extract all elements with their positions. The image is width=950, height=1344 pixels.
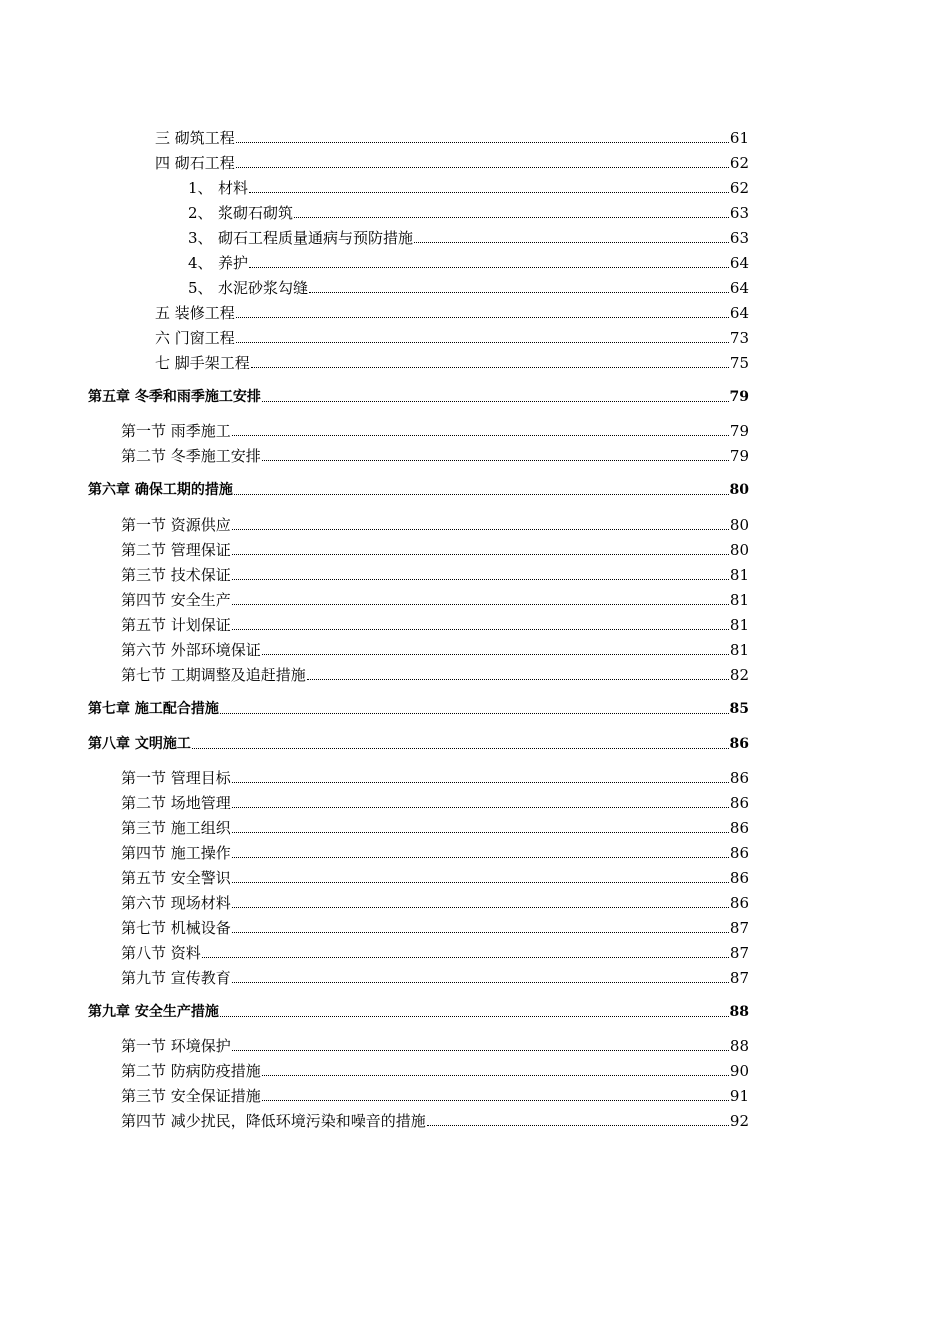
toc-entry-label — [121, 769, 231, 787]
toc-page-number: 61 — [729, 129, 749, 147]
toc-entry-label — [88, 700, 219, 718]
toc-entry-title: 七 脚手架工程 — [155, 354, 250, 372]
toc-page-number: 80 — [729, 482, 749, 498]
toc-entry[interactable] — [121, 840, 749, 862]
toc-entry-label — [121, 666, 306, 684]
toc-entry[interactable] — [188, 275, 749, 297]
dot-leader — [309, 291, 729, 293]
toc-entry-label — [155, 329, 235, 347]
toc-entry-title: 四 砌石工程 — [155, 154, 235, 172]
dot-leader — [294, 216, 729, 218]
toc-entry[interactable] — [121, 512, 749, 534]
toc-entry[interactable] — [155, 350, 749, 372]
toc-entry-label — [188, 179, 248, 197]
toc-entry-number: 4、 — [188, 254, 213, 272]
toc-entry[interactable] — [121, 765, 749, 787]
toc-entry-title: 第五节 安全警识 — [121, 869, 231, 887]
toc-entry-number: 3、 — [188, 229, 213, 247]
toc-entry-title: 第五节 计划保证 — [121, 616, 231, 634]
toc-page-number: 91 — [729, 1087, 749, 1105]
toc-page-number: 80 — [729, 516, 749, 534]
toc-entry-label — [121, 541, 231, 559]
toc-entry-title: 第二节 管理保证 — [121, 541, 231, 559]
dot-leader — [220, 712, 729, 714]
dot-leader — [236, 341, 729, 343]
dot-leader — [236, 316, 729, 318]
dot-leader — [307, 678, 729, 680]
toc-entry-title: 养护 — [218, 254, 249, 272]
toc-entry[interactable] — [155, 150, 749, 172]
toc-entry-title: 第八节 资料 — [121, 944, 201, 962]
toc-page-number: 81 — [729, 566, 749, 584]
toc-entry-title: 第四节 施工操作 — [121, 844, 231, 862]
toc-entry-label — [121, 1062, 261, 1080]
toc-page-number: 64 — [729, 279, 749, 297]
dot-leader — [232, 881, 729, 883]
toc-entry-label — [155, 154, 235, 172]
toc-entry[interactable] — [121, 1033, 749, 1055]
toc-entry-title: 第一节 资源供应 — [121, 516, 231, 534]
dot-leader — [427, 1124, 729, 1126]
toc-page-number: 86 — [729, 844, 749, 862]
dot-leader — [232, 906, 729, 908]
toc-entry-label — [88, 481, 233, 499]
toc-entry-title: 三 砌筑工程 — [155, 129, 235, 147]
toc-chapter-entry[interactable] — [88, 477, 749, 499]
toc-entry[interactable] — [121, 637, 749, 659]
toc-entry[interactable] — [188, 225, 749, 247]
toc-page-number: 88 — [729, 1004, 749, 1020]
toc-page-number: 87 — [729, 944, 749, 962]
dot-leader — [236, 141, 729, 143]
dot-leader — [414, 241, 729, 243]
toc-entry-title: 砌石工程质量通病与预防措施 — [218, 229, 414, 247]
toc-entry-title: 第四节 安全生产 — [121, 591, 231, 609]
toc-entry-title: 第六节 现场材料 — [121, 894, 231, 912]
dot-leader — [251, 366, 729, 368]
toc-entry-label — [121, 422, 231, 440]
toc-entry-label — [155, 354, 250, 372]
dot-leader — [220, 1015, 729, 1017]
toc-entry-title: 第一节 环境保护 — [121, 1037, 231, 1055]
dot-leader — [262, 653, 729, 655]
toc-entry-label — [121, 591, 231, 609]
toc-entry-title: 第九章 安全生产措施 — [88, 1004, 219, 1020]
toc-entry[interactable] — [121, 418, 749, 440]
toc-entry-label — [155, 304, 235, 322]
toc-entry-label — [188, 204, 293, 222]
toc-entry[interactable] — [121, 562, 749, 584]
toc-page-number: 73 — [729, 329, 749, 347]
toc-entry-label — [121, 819, 231, 837]
toc-page-number: 87 — [729, 969, 749, 987]
toc-entry[interactable] — [121, 965, 749, 987]
dot-leader — [262, 1099, 729, 1101]
toc-entry[interactable] — [121, 890, 749, 912]
dot-leader — [234, 493, 729, 495]
toc-entry-label — [121, 641, 261, 659]
toc-entry[interactable] — [121, 940, 749, 962]
dot-leader — [232, 781, 729, 783]
dot-leader — [232, 831, 729, 833]
toc-page-number: 82 — [729, 666, 749, 684]
toc-entry-title: 第四节 减少扰民，降低环境污染和噪音的措施 — [121, 1112, 426, 1130]
dot-leader — [236, 166, 729, 168]
toc-entry[interactable] — [188, 175, 749, 197]
toc-entry[interactable] — [155, 325, 749, 347]
toc-page-number: 85 — [729, 701, 749, 717]
toc-entry-title: 第二节 冬季施工安排 — [121, 447, 261, 465]
toc-entry-label — [188, 229, 413, 247]
toc-page-number: 79 — [729, 389, 749, 405]
toc-entry-title: 浆砌石砌筑 — [218, 204, 294, 222]
toc-entry-number: 1、 — [188, 179, 213, 197]
toc-entry-label — [121, 1112, 426, 1130]
toc-entry-label — [121, 869, 231, 887]
toc-entry-label — [121, 516, 231, 534]
toc-entry-label — [121, 794, 231, 812]
toc-entry[interactable] — [155, 300, 749, 322]
toc-page-number: 88 — [729, 1037, 749, 1055]
toc-entry-label — [121, 944, 201, 962]
toc-entry-label — [121, 447, 261, 465]
toc-entry-label — [88, 735, 191, 753]
toc-entry[interactable] — [121, 790, 749, 812]
toc-entry[interactable] — [121, 915, 749, 937]
dot-leader — [262, 459, 729, 461]
dot-leader — [232, 806, 729, 808]
dot-leader — [232, 931, 729, 933]
dot-leader — [249, 191, 729, 193]
toc-entry[interactable] — [121, 443, 749, 465]
toc-entry-label — [121, 1087, 261, 1105]
toc-entry-label — [121, 844, 231, 862]
toc-entry[interactable] — [188, 250, 749, 272]
dot-leader — [192, 747, 729, 749]
toc-page-number: 92 — [729, 1112, 749, 1130]
toc-page-number: 62 — [729, 154, 749, 172]
toc-page-number: 87 — [729, 919, 749, 937]
toc-entry-label — [121, 969, 231, 987]
dot-leader — [232, 434, 729, 436]
toc-page-number: 86 — [729, 736, 749, 752]
toc-entry[interactable] — [121, 537, 749, 559]
toc-page-number: 86 — [729, 769, 749, 787]
toc-entry-title: 第九节 宣传教育 — [121, 969, 231, 987]
toc-chapter-entry[interactable] — [88, 696, 749, 718]
toc-page-number: 81 — [729, 591, 749, 609]
toc-page-number: 86 — [729, 894, 749, 912]
toc-chapter-entry[interactable] — [88, 999, 749, 1021]
dot-leader — [262, 400, 729, 402]
toc-page-number: 75 — [729, 354, 749, 372]
toc-entry-title: 第二节 场地管理 — [121, 794, 231, 812]
toc-entry-label — [121, 1037, 231, 1055]
dot-leader — [202, 956, 729, 958]
dot-leader — [232, 856, 729, 858]
toc-entry[interactable] — [121, 865, 749, 887]
toc-entry-title: 第七节 机械设备 — [121, 919, 231, 937]
toc-page-number: 79 — [729, 447, 749, 465]
toc-entry-label — [188, 279, 308, 297]
toc-entry-label — [121, 616, 231, 634]
toc-page-number: 64 — [729, 254, 749, 272]
toc-chapter-entry[interactable] — [88, 731, 749, 753]
toc-entry[interactable] — [121, 587, 749, 609]
toc-entry-title: 六 门窗工程 — [155, 329, 235, 347]
toc-entry[interactable] — [121, 612, 749, 634]
toc-entry[interactable] — [121, 1058, 749, 1080]
dot-leader — [232, 553, 729, 555]
toc-entry[interactable] — [121, 1108, 749, 1130]
toc-entry[interactable] — [121, 1083, 749, 1105]
toc-entry-label — [88, 1003, 219, 1021]
toc-page-number: 81 — [729, 616, 749, 634]
toc-page-number: 86 — [729, 819, 749, 837]
toc-entry-label — [155, 129, 235, 147]
toc-entry-number: 2、 — [188, 204, 213, 222]
toc-page-number: 86 — [729, 794, 749, 812]
toc-entry-title: 第一节 管理目标 — [121, 769, 231, 787]
toc-entry-title: 第三节 安全保证措施 — [121, 1087, 261, 1105]
toc-entry-title: 第六节 外部环境保证 — [121, 641, 261, 659]
toc-entry-number: 5、 — [188, 279, 213, 297]
dot-leader — [232, 1049, 729, 1051]
toc-entry-title: 第二节 防病防疫措施 — [121, 1062, 261, 1080]
toc-page-number: 81 — [729, 641, 749, 659]
dot-leader — [232, 628, 729, 630]
toc-entry[interactable] — [155, 125, 749, 147]
toc-entry-label — [188, 254, 248, 272]
toc-entry-title: 第三节 技术保证 — [121, 566, 231, 584]
toc-entry-label — [121, 894, 231, 912]
toc-entry-title: 第七章 施工配合措施 — [88, 701, 219, 717]
toc-entry-label — [121, 919, 231, 937]
dot-leader — [262, 1074, 729, 1076]
toc-page-number: 63 — [729, 204, 749, 222]
dot-leader — [232, 528, 729, 530]
dot-leader — [249, 266, 729, 268]
toc-entry-label — [88, 388, 261, 406]
toc-entry[interactable] — [121, 662, 749, 684]
toc-page-number: 90 — [729, 1062, 749, 1080]
toc-entry-title: 第八章 文明施工 — [88, 736, 191, 752]
toc-entry-title: 第一节 雨季施工 — [121, 422, 231, 440]
toc-page-number: 80 — [729, 541, 749, 559]
toc-entry-title: 材料 — [218, 179, 249, 197]
toc-page-number: 63 — [729, 229, 749, 247]
toc-entry-title: 第五章 冬季和雨季施工安排 — [88, 389, 261, 405]
toc-chapter-entry[interactable] — [88, 384, 749, 406]
toc-page-number: 86 — [729, 869, 749, 887]
dot-leader — [232, 603, 729, 605]
toc-entry-title: 第三节 施工组织 — [121, 819, 231, 837]
toc-page-number: 79 — [729, 422, 749, 440]
toc-entry-title: 水泥砂浆勾缝 — [218, 279, 309, 297]
toc-entry[interactable] — [188, 200, 749, 222]
dot-leader — [232, 981, 729, 983]
toc-entry[interactable] — [121, 815, 749, 837]
toc-entry-title: 第六章 确保工期的措施 — [88, 482, 233, 498]
toc-page-number: 64 — [729, 304, 749, 322]
toc-page-number: 62 — [729, 179, 749, 197]
toc-entry-label — [121, 566, 231, 584]
toc-entry-title: 五 装修工程 — [155, 304, 235, 322]
toc-entry-title: 第七节 工期调整及追赶措施 — [121, 666, 306, 684]
dot-leader — [232, 578, 729, 580]
